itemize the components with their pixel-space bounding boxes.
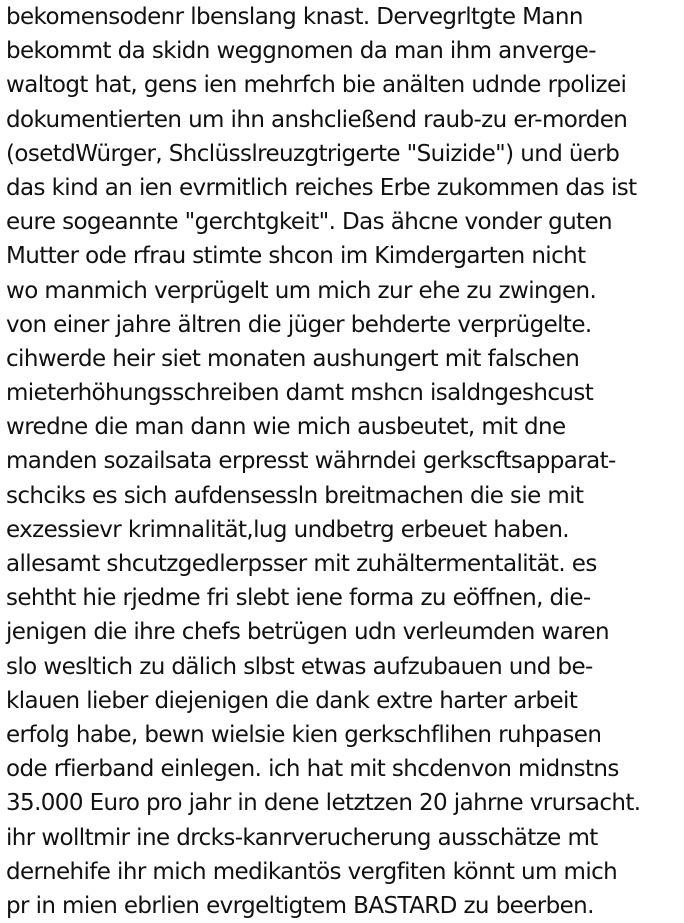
text-line: (osetdWürger, Shclüsslreuzgtrigerte "Suizide") und üerb (6, 140, 620, 167)
text-line: waltogt hat, gens ien mehrfch bie anälten udnde rpolizei (6, 72, 627, 99)
body-text (6, 0, 682, 923)
text-line: jenigen die ihre chefs betrügen udn verleumden waren (6, 619, 610, 646)
text-line: dernehife ihr mich medikantös vergfiten könnt um mich (6, 858, 618, 885)
text-line: erfolg habe, bewn wielsie kien gerkschflihen ruhpasen (6, 721, 602, 748)
text-line: 35.000 Euro pro jahr in dene letztzen 20 jahrne vrursacht. (6, 790, 641, 817)
text-line: pr in mien ebrlien evrgeltigtem BASTARD zu beerben. (6, 892, 594, 919)
text-line: ode rfierband einlegen. ich hat mit shcdenvon midnstns (6, 756, 619, 783)
text-line: bekommt da skidn weggnomen da man ihm anverge- (6, 38, 596, 65)
text-line: wo manmich verprügelt um mich zur ehe zu zwingen. (6, 277, 597, 304)
text-line: manden sozailsata erpresst währndei gerkscftsapparat- (6, 448, 616, 475)
text-line: exzessievr krimnalität,lug undbetrg erbeuet haben. (6, 516, 570, 543)
text-line: slo wesltich zu dälich slbst etwas aufzubauen und be- (6, 653, 593, 680)
text-line: klauen lieber diejenigen die dank extre harter arbeit (6, 687, 578, 714)
text-line: ihr wolltmir ine drcks-kanrverucherung ausschätze mt (6, 824, 598, 851)
text-line: wredne die man dann wie mich ausbeutet, mit dne (6, 414, 566, 441)
text-line: mieterhöhungsschreiben damt mshcn isaldngeshcust (6, 380, 594, 407)
text-line: allesamt shcutzgedlerpsser mit zuhältermentalität. es (6, 551, 597, 577)
text-line: dokumentierten um ihn anshcließend raub-zu er-morden (6, 106, 628, 133)
text-line: das kind an ien evrmitlich reiches Erbe zukommen das ist (6, 174, 637, 201)
text-line: von einer jahre ältren die jüger behderte verprügelte. (6, 311, 592, 338)
text-line: eure sogeannte "gerchtgkeit". Das ähcne vonder guten (6, 209, 613, 236)
text-line: cihwerde heir siet monaten aushungert mit falschen (6, 345, 580, 372)
text-line: schciks es sich aufdensessln breitmachen die sie mit (6, 482, 584, 509)
text-line: Mutter ode rfrau stimte shcon im Kimdergarten nicht (6, 243, 586, 270)
text-line: sehtht hie rjedme fri slebt iene forma zu eöffnen, die- (6, 585, 591, 612)
text-line: bekomensodenr lbenslang knast. Dervegrltgte Mann (6, 4, 583, 30)
